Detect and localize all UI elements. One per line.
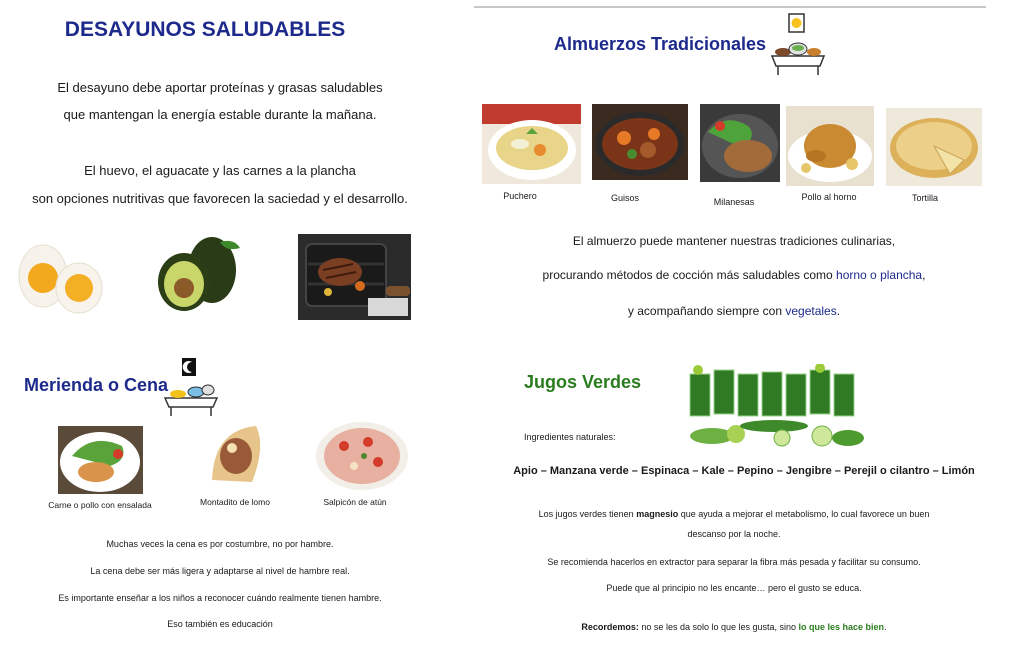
almuerzos-highlight-vegetales: vegetales (785, 304, 837, 318)
carne-pollo-caption: Carne o pollo con ensalada (48, 500, 152, 510)
desayunos-text-2: que mantengan la energía estable durante la mañana. (63, 107, 377, 122)
guisos-photo (592, 104, 688, 180)
carne-pollo-ensalada-photo (58, 426, 143, 494)
tortilla-photo (886, 108, 982, 186)
desayunos-text-4: son opciones nutritivas que favorecen la saciedad y el desarrollo. (32, 191, 408, 206)
almuerzos-text-1: El almuerzo puede mantener nuestras tradiciones culinarias, (572, 234, 896, 248)
sun-icon (792, 18, 802, 28)
magnesio-highlight: magnesio (636, 509, 679, 519)
almuerzos-title: Almuerzos Tradicionales (554, 34, 767, 54)
lunch-tray-icon (768, 12, 828, 78)
jugos-text-1-pre: Los jugos verdes tienen (538, 509, 637, 519)
milanesas-caption: Milanesas (713, 197, 755, 207)
desayunos-text-1: El desayuno debe aportar proteínas y grasas saludables (57, 80, 383, 95)
jugos-text-1-post: que ayuda a mejorar el metabolismo, lo cual favorece un buen (678, 509, 930, 519)
egg-photo (10, 236, 105, 318)
salpicon-de-atun-photo (314, 414, 411, 494)
green-juices-photo (682, 364, 868, 454)
dinner-tray-icon (162, 356, 220, 418)
salpicon-caption: Salpicón de atún (323, 497, 387, 507)
jugos-text-4-end: . (884, 622, 887, 632)
merienda-text-3: Es importante enseñar a los niños a reconocer cuándo realmente tienen hambre. (58, 593, 382, 603)
tortilla-caption: Tortilla (911, 193, 938, 203)
jugos-text-2: Se recomienda hacerlos en extractor para separar la fibra más pesada y facilitar su consumo. (547, 557, 921, 567)
almuerzos-text-3-pre: y acompañando siempre con (627, 304, 786, 318)
glass-icon (690, 370, 854, 416)
avocado-photo (150, 232, 245, 314)
pollo-al-horno-photo (786, 106, 874, 186)
desayunos-title: DESAYUNOS SALUDABLES (64, 18, 346, 41)
jugos-text-4-mid: no se les da solo lo que les gusta, sino (638, 622, 799, 632)
grilled-steak-photo (298, 234, 411, 320)
top-divider (474, 6, 986, 8)
jugos-title: Jugos Verdes (524, 372, 642, 392)
jugos-text-1b: descanso por la noche. (687, 529, 781, 539)
puchero-caption: Puchero (503, 191, 537, 201)
jugos-text-1 (474, 510, 994, 519)
almuerzos-text-2 (474, 269, 994, 281)
almuerzos-text-2-post: , (922, 268, 926, 282)
puchero-photo (482, 104, 581, 184)
merienda-text-2: La cena debe ser más ligera y adaptarse al nivel de hambre real. (90, 566, 350, 576)
montadito-de-lomo-photo (206, 422, 264, 492)
desayunos-text-3: El huevo, el aguacate y las carnes a la plancha (84, 163, 356, 178)
almuerzos-text-2-pre: procurando métodos de cocción más saludables como (542, 268, 837, 282)
merienda-text-4: Eso también es educación (167, 619, 273, 629)
almuerzos-text-3 (474, 305, 994, 317)
almuerzos-text-3-post: . (836, 304, 841, 318)
recordemos-label: Recordemos: (581, 622, 639, 632)
montadito-caption: Montadito de lomo (200, 497, 270, 507)
ingredientes-list: Apio – Manzana verde – Espinaca – Kale – Pepino – Jengibre – Perejil o cilantro – Limón (513, 465, 975, 477)
guisos-caption: Guisos (610, 193, 639, 203)
milanesas-photo (700, 104, 780, 182)
ingredientes-label: Ingredientes naturales: (524, 432, 616, 442)
merienda-text-1: Muchas veces la cena es por costumbre, no por hambre. (106, 539, 334, 549)
pollo-al-horno-caption: Pollo al horno (801, 192, 857, 202)
jugos-highlight: lo que les hace bien (798, 622, 885, 632)
almuerzos-highlight-horno: horno o plancha (836, 268, 923, 282)
jugos-text-3: Puede que al principio no les encante… pero el gusto se educa. (606, 583, 862, 593)
jugos-text-4 (474, 623, 994, 632)
merienda-title: Merienda o Cena (24, 375, 169, 395)
